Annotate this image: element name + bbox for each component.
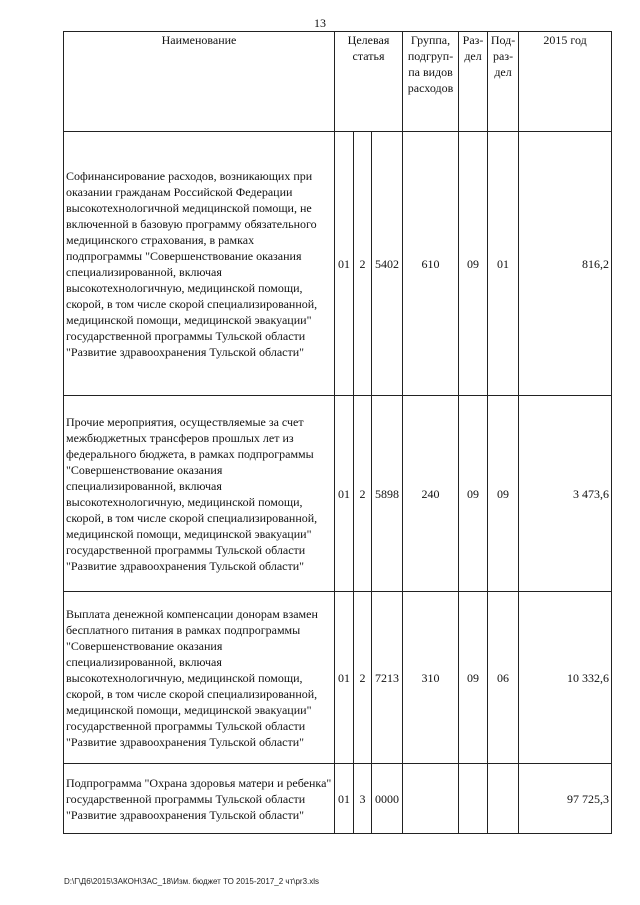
row-code: 0000 [372,764,403,834]
row-subprogram: 2 [354,396,372,592]
row-subsection: 06 [488,592,519,764]
row-subprogram: 3 [354,764,372,834]
header-section: Раз-дел [459,32,488,132]
row-program: 01 [335,132,354,396]
row-code: 7213 [372,592,403,764]
row-section: 09 [459,132,488,396]
row-subprogram: 2 [354,132,372,396]
header-row [64,32,612,132]
header-name: Наименование [64,32,335,132]
row-subprogram: 2 [354,592,372,764]
row-section [459,764,488,834]
row-amount: 97 725,3 [519,764,612,834]
row-program: 01 [335,396,354,592]
header-year: 2015 год [519,32,612,132]
table-row [64,764,612,834]
row-subsection: 01 [488,132,519,396]
row-name: Выплата денежной компенсации донорам взамен бесплатного питания в рамках подпрограммы "Совершенствование оказания специализированной, включая высокотехнологичную, медицинской помощи, скорой, в том числе скорой специализированной, медицинской помощи, медицинской эвакуации" государственной программы Тульской области "Развитие здравоохранения Тульской области" [64,592,335,764]
row-code: 5898 [372,396,403,592]
row-subsection: 09 [488,396,519,592]
row-code: 5402 [372,132,403,396]
budget-table [63,31,612,834]
row-group [403,764,459,834]
row-group: 310 [403,592,459,764]
row-section: 09 [459,396,488,592]
header-subsection: Под-раз-дел [488,32,519,132]
row-subsection [488,764,519,834]
row-group: 610 [403,132,459,396]
header-target-article: Целевая статья [335,32,403,132]
row-name: Софинансирование расходов, возникающих при оказании гражданам Российской Федерации высокотехнологичной медицинской помощи, не включенной в базовую программу обязательного медицинского страхования, в рамках подпрограммы "Совершенствование оказания специализированной, включая высокотехнологичную, медицинской помощи, скорой, в том числе скорой специализированной, медицинской помощи, медицинской эвакуации" государственной программы Тульской области "Развитие здравоохранения Тульской области" [64,132,335,396]
row-amount: 10 332,6 [519,592,612,764]
row-amount: 816,2 [519,132,612,396]
row-amount: 3 473,6 [519,396,612,592]
header-group: Группа, подгруп-па видов расходов [403,32,459,132]
page-number: 13 [314,16,326,30]
row-section: 09 [459,592,488,764]
row-program: 01 [335,592,354,764]
row-name: Подпрограмма "Охрана здоровья матери и ребенка" государственной программы Тульской области "Развитие здравоохранения Тульской области" [64,764,335,834]
footer-file-path: D:\Г\Д6\2015\ЗАКОН\ЗАС_18\Изм. бюджет ТО 2015-2017_2 чт\рr3.xls [64,877,320,886]
row-group: 240 [403,396,459,592]
table-row [64,132,612,396]
row-program: 01 [335,764,354,834]
table-row [64,396,612,592]
row-name: Прочие мероприятия, осуществляемые за счет межбюджетных трансферов прошлых лет из федерального бюджета, в рамках подпрограммы "Совершенствование оказания специализированной, включая высокотехнологичную, медицинской помощи, скорой, в том числе скорой специализированной, медицинской помощи, медицинской эвакуации" государственной программы Тульской области "Развитие здравоохранения Тульской области" [64,396,335,592]
table-row [64,592,612,764]
